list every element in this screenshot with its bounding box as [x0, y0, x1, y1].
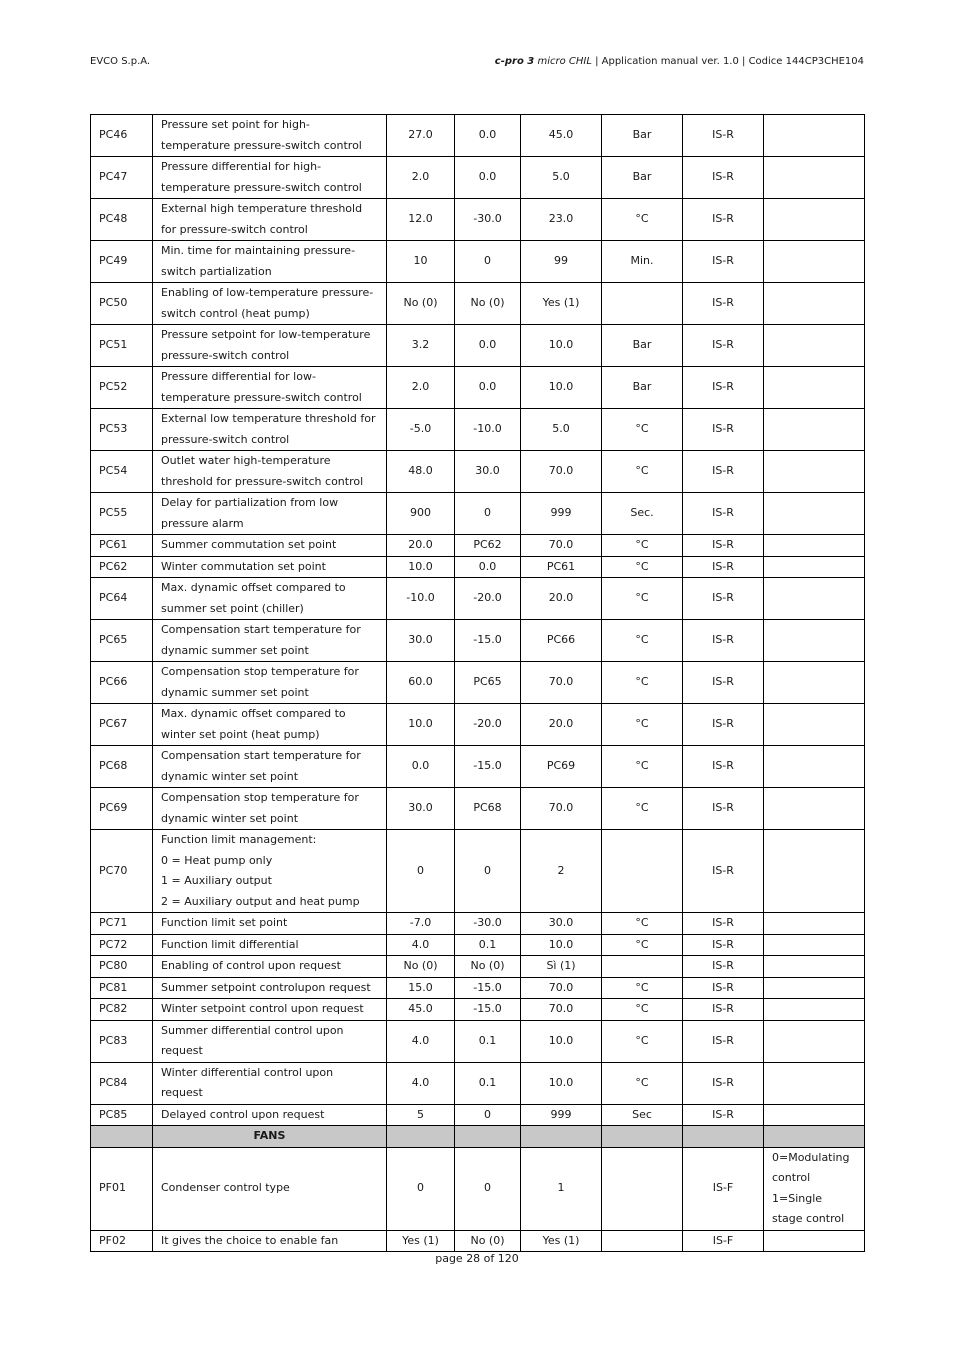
parameter-description: Winter differential control upon request [153, 1062, 387, 1104]
default-value: 10.0 [387, 556, 455, 578]
access-level: IS-R [683, 283, 764, 325]
notes [764, 1062, 865, 1104]
table-row [91, 157, 865, 199]
min-value: -15.0 [455, 999, 521, 1021]
table-row [91, 493, 865, 535]
access-level: IS-R [683, 1062, 764, 1104]
notes [764, 788, 865, 830]
min-value: PC65 [455, 662, 521, 704]
default-value: No (0) [387, 283, 455, 325]
access-level: IS-R [683, 451, 764, 493]
parameter-description: Max. dynamic offset compared to summer set point (chiller) [153, 578, 387, 620]
parameter-description: Pressure set point for high-temperature pressure-switch control [153, 115, 387, 157]
max-value: PC69 [521, 746, 602, 788]
unit-value [602, 1230, 683, 1252]
access-level: IS-R [683, 746, 764, 788]
default-value: 0 [387, 830, 455, 913]
parameter-description: Max. dynamic offset compared to winter set point (heat pump) [153, 704, 387, 746]
max-value: Sì (1) [521, 956, 602, 978]
unit-value: °C [602, 1062, 683, 1104]
default-value: 45.0 [387, 999, 455, 1021]
default-value: 60.0 [387, 662, 455, 704]
unit-value: °C [602, 409, 683, 451]
default-value: 4.0 [387, 1020, 455, 1062]
parameter-code: PC65 [91, 620, 153, 662]
max-value: 10.0 [521, 367, 602, 409]
unit-value: °C [602, 556, 683, 578]
default-value: 5 [387, 1104, 455, 1126]
parameter-description: Summer setpoint controlupon request [153, 977, 387, 999]
table-row [91, 934, 865, 956]
max-value: 999 [521, 1104, 602, 1126]
max-value: PC66 [521, 620, 602, 662]
notes [764, 409, 865, 451]
table-row [91, 409, 865, 451]
parameter-description: Compensation stop temperature for dynamic winter set point [153, 788, 387, 830]
default-value: 3.2 [387, 325, 455, 367]
table-row [91, 662, 865, 704]
parameter-code: PC61 [91, 535, 153, 557]
min-value: 0 [455, 493, 521, 535]
parameter-description: Pressure setpoint for low-temperature pressure-switch control [153, 325, 387, 367]
max-value: 10.0 [521, 325, 602, 367]
unit-value: Bar [602, 367, 683, 409]
unit-value: °C [602, 788, 683, 830]
header-product-italic: micro CHIL [537, 56, 592, 67]
notes [764, 451, 865, 493]
min-value: -15.0 [455, 620, 521, 662]
access-level: IS-R [683, 157, 764, 199]
table-row [91, 1147, 865, 1230]
notes [764, 934, 865, 956]
parameters-table [90, 114, 865, 1252]
table-row [91, 746, 865, 788]
default-value: -10.0 [387, 578, 455, 620]
unit-value: Sec [602, 1104, 683, 1126]
access-level: IS-R [683, 977, 764, 999]
max-value: 23.0 [521, 199, 602, 241]
access-level: IS-R [683, 578, 764, 620]
notes [764, 1104, 865, 1126]
section-empty-cell [602, 1126, 683, 1148]
parameter-code: PC52 [91, 367, 153, 409]
parameter-code: PC72 [91, 934, 153, 956]
access-level: IS-R [683, 325, 764, 367]
access-level: IS-R [683, 409, 764, 451]
parameter-description: Compensation start temperature for dynamic summer set point [153, 620, 387, 662]
parameter-description: Condenser control type [153, 1147, 387, 1230]
notes [764, 1020, 865, 1062]
max-value: 20.0 [521, 704, 602, 746]
default-value: 12.0 [387, 199, 455, 241]
notes [764, 199, 865, 241]
access-level: IS-R [683, 934, 764, 956]
access-level: IS-R [683, 956, 764, 978]
default-value: 20.0 [387, 535, 455, 557]
min-value: 0 [455, 1147, 521, 1230]
unit-value [602, 1147, 683, 1230]
parameter-description: External low temperature threshold for pressure-switch control [153, 409, 387, 451]
notes [764, 157, 865, 199]
parameter-description: Compensation stop temperature for dynamic summer set point [153, 662, 387, 704]
unit-value: °C [602, 451, 683, 493]
parameter-code: PC55 [91, 493, 153, 535]
default-value: 10.0 [387, 704, 455, 746]
parameter-code: PC82 [91, 999, 153, 1021]
parameter-description: Compensation start temperature for dynamic winter set point [153, 746, 387, 788]
notes [764, 999, 865, 1021]
parameter-description: Enabling of low-temperature pressure-switch control (heat pump) [153, 283, 387, 325]
max-value: 99 [521, 241, 602, 283]
parameter-code: PC81 [91, 977, 153, 999]
parameter-code: PC84 [91, 1062, 153, 1104]
default-value: 2.0 [387, 157, 455, 199]
max-value: 70.0 [521, 977, 602, 999]
min-value: -15.0 [455, 977, 521, 999]
access-level: IS-R [683, 999, 764, 1021]
parameter-code: PC66 [91, 662, 153, 704]
default-value: 0.0 [387, 746, 455, 788]
unit-value: °C [602, 913, 683, 935]
notes [764, 830, 865, 913]
parameter-code: PC51 [91, 325, 153, 367]
parameter-description: Winter commutation set point [153, 556, 387, 578]
access-level: IS-F [683, 1230, 764, 1252]
parameter-code: PC80 [91, 956, 153, 978]
header-company: EVCO S.p.A. [90, 56, 151, 67]
access-level: IS-R [683, 1020, 764, 1062]
header-product-bold: c-pro 3 [494, 56, 535, 67]
section-empty-cell [455, 1126, 521, 1148]
min-value: 30.0 [455, 451, 521, 493]
min-value: PC62 [455, 535, 521, 557]
unit-value: Sec. [602, 493, 683, 535]
min-value: -15.0 [455, 746, 521, 788]
section-empty-cell [683, 1126, 764, 1148]
min-value: No (0) [455, 1230, 521, 1252]
notes [764, 367, 865, 409]
notes [764, 535, 865, 557]
min-value: 0 [455, 830, 521, 913]
access-level: IS-R [683, 913, 764, 935]
notes [764, 578, 865, 620]
table-row [91, 578, 865, 620]
unit-value: °C [602, 662, 683, 704]
table-row [91, 115, 865, 157]
access-level: IS-R [683, 662, 764, 704]
access-level: IS-R [683, 367, 764, 409]
parameter-code: PC67 [91, 704, 153, 746]
parameter-code: PC69 [91, 788, 153, 830]
default-value: Yes (1) [387, 1230, 455, 1252]
parameters-table-body [91, 115, 865, 1252]
access-level: IS-R [683, 620, 764, 662]
header-document-info [495, 56, 864, 67]
notes [764, 556, 865, 578]
table-row [91, 788, 865, 830]
parameter-code: PC64 [91, 578, 153, 620]
unit-value: °C [602, 999, 683, 1021]
default-value: 2.0 [387, 367, 455, 409]
min-value: 0 [455, 1104, 521, 1126]
min-value: 0.0 [455, 115, 521, 157]
min-value: 0 [455, 241, 521, 283]
max-value: 70.0 [521, 451, 602, 493]
notes [764, 620, 865, 662]
parameter-description: Function limit differential [153, 934, 387, 956]
default-value: 30.0 [387, 620, 455, 662]
min-value: -30.0 [455, 913, 521, 935]
access-level: IS-R [683, 241, 764, 283]
min-value: 0.1 [455, 934, 521, 956]
parameter-description: Pressure differential for high-temperature pressure-switch control [153, 157, 387, 199]
table-row [91, 556, 865, 578]
unit-value [602, 283, 683, 325]
table-row [91, 325, 865, 367]
parameter-code: PC50 [91, 283, 153, 325]
min-value: 0.1 [455, 1062, 521, 1104]
notes [764, 746, 865, 788]
parameter-code: PC62 [91, 556, 153, 578]
parameter-code: PC70 [91, 830, 153, 913]
table-row [91, 1020, 865, 1062]
table-row [91, 977, 865, 999]
max-value: 70.0 [521, 999, 602, 1021]
default-value: 0 [387, 1147, 455, 1230]
table-row [91, 620, 865, 662]
notes [764, 115, 865, 157]
parameter-description: Enabling of control upon request [153, 956, 387, 978]
max-value: 45.0 [521, 115, 602, 157]
unit-value: °C [602, 199, 683, 241]
notes [764, 956, 865, 978]
access-level: IS-F [683, 1147, 764, 1230]
table-row [91, 1104, 865, 1126]
parameter-description: Delay for partialization from low pressure alarm [153, 493, 387, 535]
parameter-code: PC68 [91, 746, 153, 788]
table-row [91, 535, 865, 557]
parameter-code: PC53 [91, 409, 153, 451]
section-title: FANS [153, 1126, 387, 1148]
section-empty-cell [91, 1126, 153, 1148]
table-row [91, 830, 865, 913]
parameter-code: PC71 [91, 913, 153, 935]
table-row [91, 704, 865, 746]
max-value: 999 [521, 493, 602, 535]
unit-value: Bar [602, 157, 683, 199]
access-level: IS-R [683, 115, 764, 157]
section-empty-cell [521, 1126, 602, 1148]
table-row [91, 241, 865, 283]
access-level: IS-R [683, 199, 764, 241]
unit-value: °C [602, 1020, 683, 1062]
min-value: No (0) [455, 956, 521, 978]
unit-value [602, 830, 683, 913]
parameter-description: Function limit management: 0 = Heat pump only 1 = Auxiliary output 2 = Auxiliary output and heat pump [153, 830, 387, 913]
max-value: 20.0 [521, 578, 602, 620]
parameter-code: PC49 [91, 241, 153, 283]
parameter-description: Winter setpoint control upon request [153, 999, 387, 1021]
default-value: -7.0 [387, 913, 455, 935]
table-row [91, 1062, 865, 1104]
unit-value: Min. [602, 241, 683, 283]
min-value: -30.0 [455, 199, 521, 241]
table-row [91, 199, 865, 241]
table-row [91, 999, 865, 1021]
notes [764, 662, 865, 704]
parameter-description: Function limit set point [153, 913, 387, 935]
min-value: 0.0 [455, 325, 521, 367]
parameter-code: PC85 [91, 1104, 153, 1126]
min-value: 0.1 [455, 1020, 521, 1062]
default-value: 4.0 [387, 934, 455, 956]
parameter-description: It gives the choice to enable fan [153, 1230, 387, 1252]
parameter-code: PC47 [91, 157, 153, 199]
table-row [91, 956, 865, 978]
parameter-code: PF02 [91, 1230, 153, 1252]
default-value: 10 [387, 241, 455, 283]
min-value: -20.0 [455, 578, 521, 620]
notes: 0=Modulating control 1=Single stage control [764, 1147, 865, 1230]
parameter-description: Min. time for maintaining pressure-switch partialization [153, 241, 387, 283]
default-value: No (0) [387, 956, 455, 978]
default-value: -5.0 [387, 409, 455, 451]
table-row [91, 283, 865, 325]
unit-value: °C [602, 977, 683, 999]
max-value: 70.0 [521, 662, 602, 704]
max-value: 5.0 [521, 157, 602, 199]
unit-value: °C [602, 746, 683, 788]
max-value: Yes (1) [521, 1230, 602, 1252]
access-level: IS-R [683, 830, 764, 913]
min-value: PC68 [455, 788, 521, 830]
notes [764, 493, 865, 535]
unit-value: °C [602, 704, 683, 746]
table-row [91, 451, 865, 493]
max-value: 70.0 [521, 788, 602, 830]
parameter-code: PC46 [91, 115, 153, 157]
section-empty-cell [387, 1126, 455, 1148]
unit-value: °C [602, 620, 683, 662]
unit-value: Bar [602, 115, 683, 157]
notes [764, 913, 865, 935]
min-value: 0.0 [455, 157, 521, 199]
notes [764, 325, 865, 367]
default-value: 48.0 [387, 451, 455, 493]
header-manual-info: | Application manual ver. 1.0 | Codice 144CP3CHE104 [595, 56, 864, 67]
max-value: PC61 [521, 556, 602, 578]
min-value: -10.0 [455, 409, 521, 451]
max-value: 10.0 [521, 934, 602, 956]
min-value: -20.0 [455, 704, 521, 746]
access-level: IS-R [683, 704, 764, 746]
min-value: 0.0 [455, 367, 521, 409]
unit-value [602, 956, 683, 978]
default-value: 900 [387, 493, 455, 535]
page-number: page 28 of 120 [435, 1252, 519, 1265]
max-value: 1 [521, 1147, 602, 1230]
notes [764, 1230, 865, 1252]
unit-value: °C [602, 934, 683, 956]
parameter-description: Outlet water high-temperature threshold for pressure-switch control [153, 451, 387, 493]
section-empty-cell [764, 1126, 865, 1148]
max-value: 70.0 [521, 535, 602, 557]
default-value: 4.0 [387, 1062, 455, 1104]
parameter-code: PC54 [91, 451, 153, 493]
notes [764, 241, 865, 283]
min-value: No (0) [455, 283, 521, 325]
min-value: 0.0 [455, 556, 521, 578]
max-value: Yes (1) [521, 283, 602, 325]
max-value: 30.0 [521, 913, 602, 935]
unit-value: °C [602, 578, 683, 620]
notes [764, 977, 865, 999]
unit-value: Bar [602, 325, 683, 367]
default-value: 15.0 [387, 977, 455, 999]
access-level: IS-R [683, 556, 764, 578]
table-row [91, 367, 865, 409]
default-value: 27.0 [387, 115, 455, 157]
parameter-description: Pressure differential for low-temperature pressure-switch control [153, 367, 387, 409]
notes [764, 283, 865, 325]
default-value: 30.0 [387, 788, 455, 830]
access-level: IS-R [683, 788, 764, 830]
parameter-code: PC83 [91, 1020, 153, 1062]
parameter-description: External high temperature threshold for pressure-switch control [153, 199, 387, 241]
max-value: 5.0 [521, 409, 602, 451]
max-value: 2 [521, 830, 602, 913]
section-row [91, 1126, 865, 1148]
parameter-code: PC48 [91, 199, 153, 241]
table-row [91, 1230, 865, 1252]
access-level: IS-R [683, 1104, 764, 1126]
parameter-description: Summer differential control upon request [153, 1020, 387, 1062]
parameter-code: PF01 [91, 1147, 153, 1230]
parameter-description: Summer commutation set point [153, 535, 387, 557]
parameter-description: Delayed control upon request [153, 1104, 387, 1126]
table-row [91, 913, 865, 935]
access-level: IS-R [683, 493, 764, 535]
max-value: 10.0 [521, 1020, 602, 1062]
notes [764, 704, 865, 746]
unit-value: °C [602, 535, 683, 557]
max-value: 10.0 [521, 1062, 602, 1104]
access-level: IS-R [683, 535, 764, 557]
